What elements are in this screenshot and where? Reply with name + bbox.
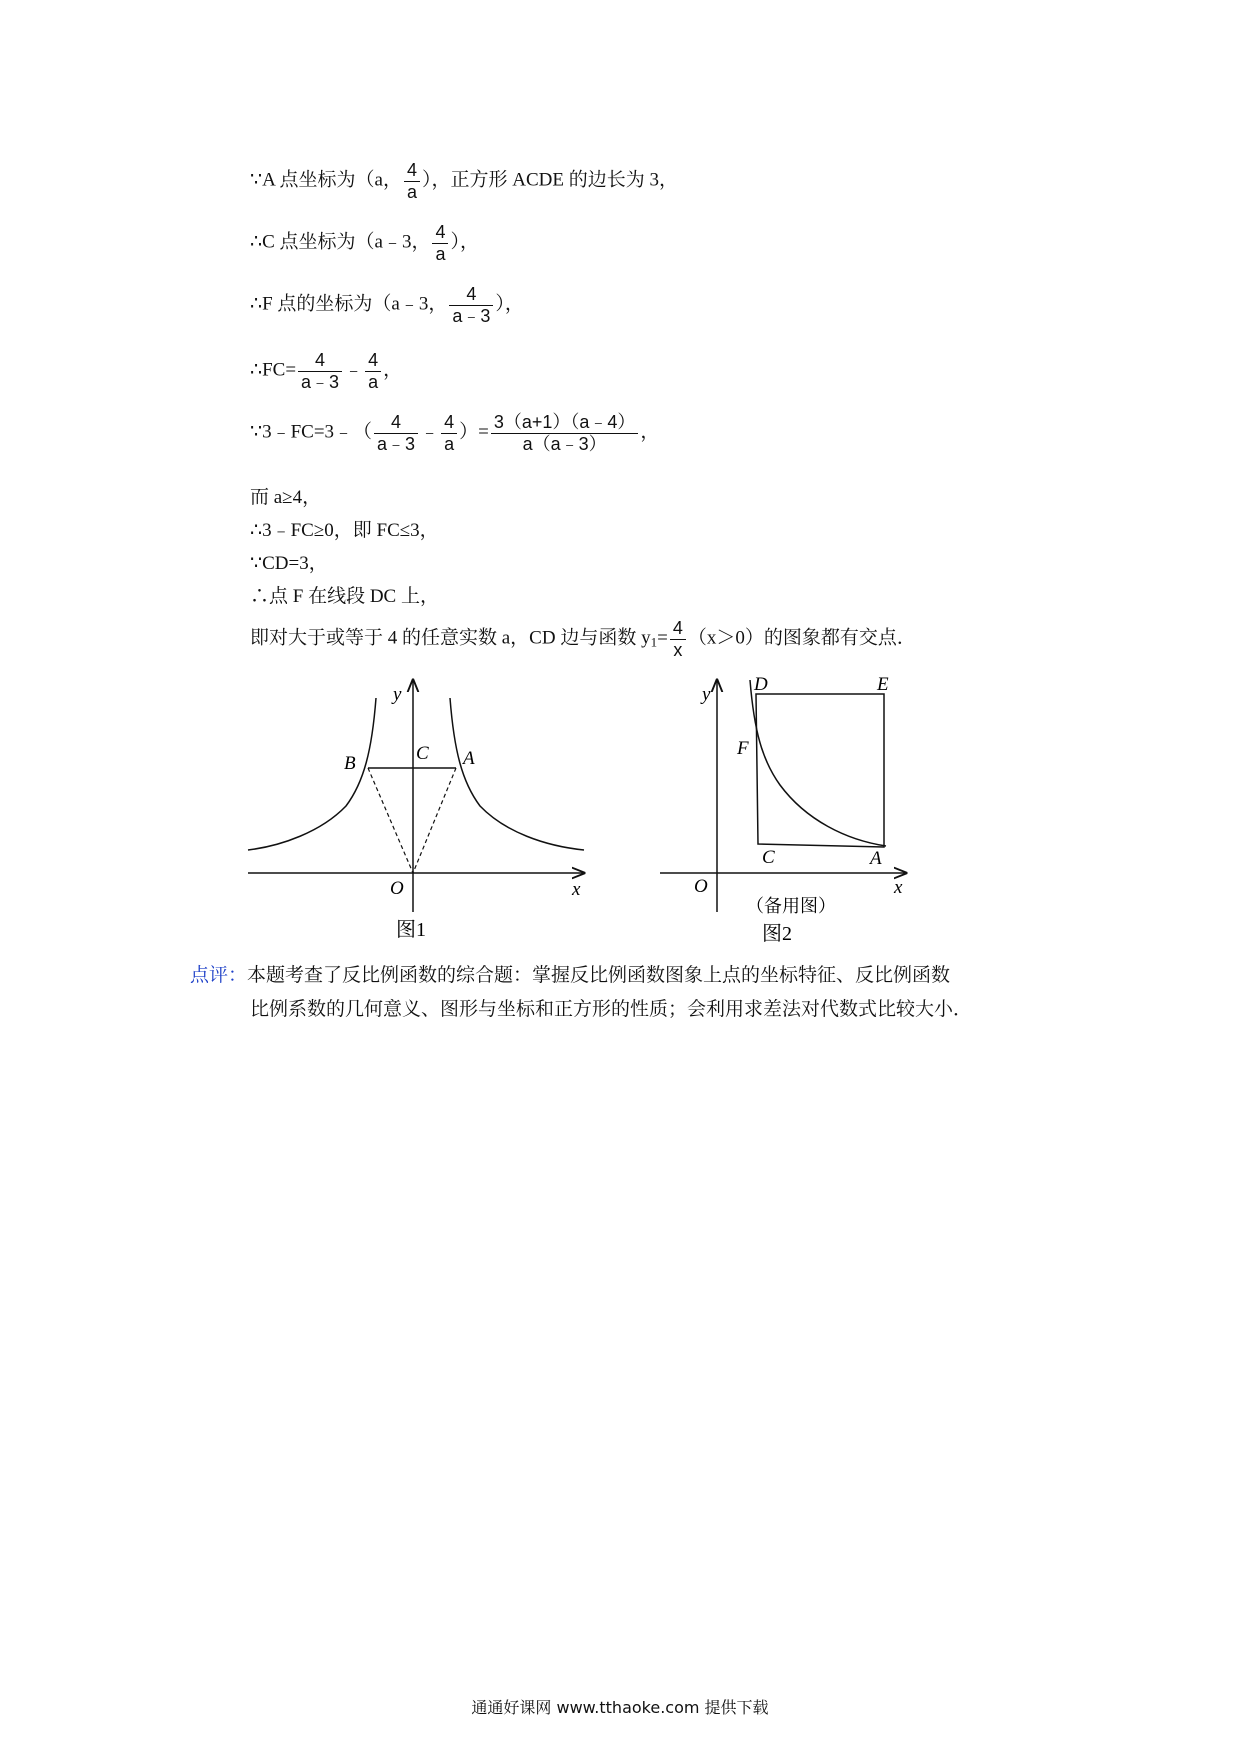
label-f: F — [737, 738, 749, 759]
numerator: 4 — [391, 412, 402, 432]
comment-text-1: 本题考查了反比例函数的综合题：掌握反比例函数图象上点的坐标特征、反比例函数 — [247, 965, 951, 986]
label-o: O — [390, 878, 404, 899]
numerator: 4 — [406, 160, 417, 180]
denominator: a — [365, 371, 381, 393]
label-a: A — [463, 748, 475, 769]
text: ∴FC= — [250, 359, 297, 381]
numerator: 4 — [368, 350, 379, 370]
denominator: a — [404, 181, 420, 203]
comment-section — [190, 958, 1070, 1027]
text: ﹣ — [344, 359, 364, 381]
segment-oa — [413, 768, 456, 873]
comment-text-2: 比例系数的几何意义、图形与坐标和正方形的性质；会利用求差法对代数式比较大小． — [250, 999, 973, 1020]
solution-line-10 — [250, 618, 916, 660]
text: ∵A 点坐标为（a， — [250, 169, 402, 191]
fraction — [404, 160, 420, 202]
label-c: C — [416, 743, 429, 764]
text: ）， — [495, 293, 524, 315]
text: ）= — [459, 421, 489, 443]
text: ∵3﹣FC=3﹣（ — [250, 421, 373, 443]
figure-2-caption: 图2 — [762, 923, 792, 945]
label-o: O — [694, 876, 708, 897]
label-e: E — [877, 674, 889, 695]
label-y: y — [393, 684, 402, 705]
solution-line-4 — [250, 350, 402, 392]
solution-line-2 — [250, 222, 479, 264]
denominator: a — [432, 243, 448, 265]
text: 即对大于或等于 4 的任意实数 a，CD 边与函数 y — [250, 627, 651, 649]
figure-1-caption: 图1 — [396, 919, 426, 941]
text: ﹣ — [420, 421, 440, 443]
text: ∴C 点坐标为（a﹣3， — [250, 231, 431, 253]
solution-line-9: ∴点 F 在线段 DC 上， — [250, 586, 439, 607]
curve-right — [450, 698, 584, 850]
denominator: a﹣3 — [374, 433, 418, 455]
figure-2-note: （备用图） — [746, 896, 836, 917]
numerator: 4 — [315, 350, 326, 370]
figure-1 — [248, 680, 584, 941]
text: ， — [640, 421, 660, 443]
figures — [0, 670, 1240, 970]
solution-line-7: ∴3﹣FC≥0，即 FC≤3， — [250, 520, 439, 541]
denominator: a﹣3 — [298, 371, 342, 393]
curve-left — [248, 698, 376, 850]
fraction — [441, 412, 457, 454]
numerator: 4 — [444, 412, 455, 432]
text: （x＞0）的图象都有交点． — [687, 627, 916, 649]
fraction — [298, 350, 342, 392]
label-y: y — [702, 684, 711, 705]
hyperbola — [750, 680, 886, 846]
text: ），正方形 ACDE 的边长为 3， — [421, 169, 678, 191]
text: ∴F 点的坐标为（a﹣3， — [250, 293, 448, 315]
solution-line-8: ∵CD=3， — [250, 553, 328, 574]
solution-line-5 — [250, 412, 659, 454]
fraction — [491, 412, 639, 454]
label-b: B — [344, 753, 356, 774]
denominator: a — [441, 433, 457, 455]
fraction — [374, 412, 418, 454]
solution-line-6: 而 a≥4， — [250, 487, 322, 508]
square-acde — [756, 694, 884, 847]
numerator: 4 — [672, 618, 683, 638]
denominator: a（a﹣3） — [491, 433, 639, 455]
text: ）， — [450, 231, 479, 253]
label-c: C — [762, 847, 775, 868]
fraction — [449, 284, 493, 326]
comment-label: 点评： — [190, 964, 248, 986]
text: ， — [383, 359, 403, 381]
page-footer: 通通好课网 www.tthaoke.com 提供下载 — [471, 1698, 769, 1717]
numerator: 4 — [466, 284, 477, 304]
numerator: 3（a+1）（a﹣4） — [493, 412, 636, 432]
text: = — [657, 627, 668, 649]
fraction — [432, 222, 448, 264]
fraction — [365, 350, 381, 392]
denominator: a﹣3 — [449, 305, 493, 327]
label-x: x — [894, 877, 903, 898]
subscript: 1 — [650, 634, 658, 650]
numerator: 4 — [435, 222, 446, 242]
denominator: x — [670, 639, 686, 661]
fraction — [670, 618, 686, 660]
solution-line-1 — [250, 160, 678, 202]
label-x: x — [572, 879, 581, 900]
label-d: D — [754, 674, 768, 695]
segment-ob — [368, 768, 413, 873]
label-a: A — [870, 848, 882, 869]
solution-line-3 — [250, 284, 524, 326]
figure-2 — [660, 674, 906, 945]
